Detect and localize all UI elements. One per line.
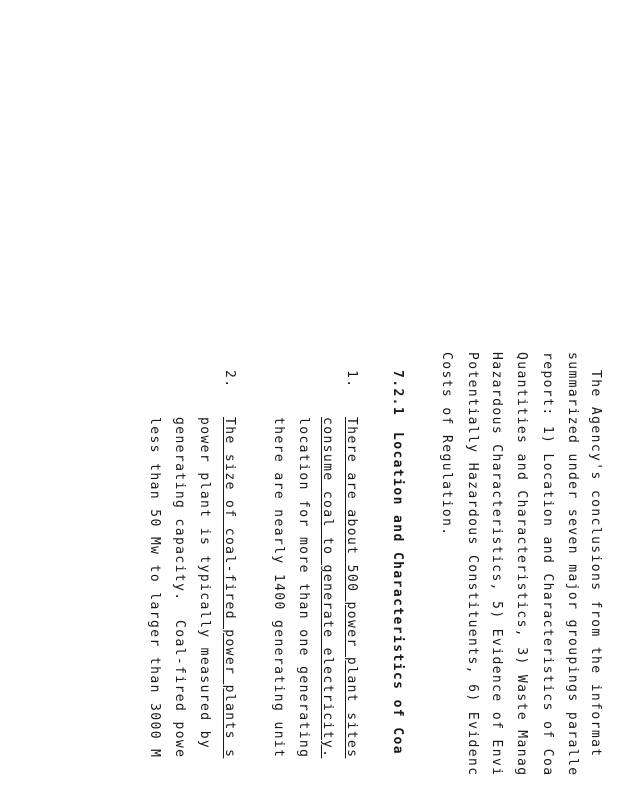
rotated-document-content: [0, 352, 604, 800]
item-2-line-3: generating capacity. Coal-fired powe: [172, 417, 187, 759]
item-1-line-1: There are about 500 power plant sites: [344, 417, 359, 759]
intro-line-7: Costs of Regulation.: [439, 352, 454, 537]
item-2-number: 2.: [222, 370, 237, 389]
intro-line-6: Potentially Hazardous Constituents, 6) Evidenc: [465, 352, 480, 777]
section-title: Location and Characteristics of Coa: [390, 432, 405, 755]
intro-line-3: report: 1) Location and Characteristics of Coa: [540, 352, 555, 777]
item-2-line-2: power plant is typically measured by: [197, 417, 212, 750]
intro-line-5: Hazardous Characteristics, 5) Evidence of Envi: [489, 352, 504, 777]
item-1-line-3: location for more than one generating: [296, 417, 311, 759]
item-1-number: 1.: [344, 370, 359, 389]
item-1-line-4: there are nearly 1400 generating unit: [271, 417, 286, 759]
intro-line-2: summarized under seven major groupings paralle: [565, 352, 580, 777]
item-2-line-4: less than 50 Mw to larger than 3000 M: [147, 417, 162, 759]
item-2-line-1: The size of coal-fired power plants s: [222, 417, 237, 759]
intro-line-4: Quantities and Characteristics, 3) Waste Manag: [514, 352, 529, 777]
item-1-line-2: consume coal to generate electricity.: [320, 417, 335, 759]
section-number: 7.2.1: [390, 370, 405, 417]
intro-line-1: The Agency's conclusions from the informat: [588, 370, 603, 758]
